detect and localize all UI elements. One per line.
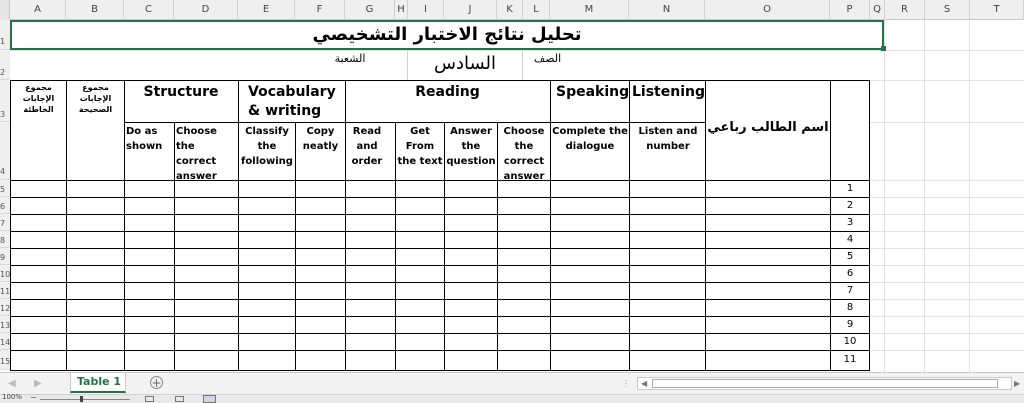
sheet-tab-table-1[interactable]	[70, 373, 126, 393]
vocabulary-writing-header: Vocabulary & writing	[248, 84, 336, 119]
student-number: 4	[846, 234, 854, 245]
student-number: 8	[846, 302, 854, 313]
row-header-3[interactable]: 3	[0, 80, 10, 122]
page-break-view-icon[interactable]	[203, 395, 216, 403]
scrollbar-right-arrow-icon[interactable]: ▶	[1014, 379, 1021, 388]
column-header-g[interactable]: G	[345, 0, 395, 20]
column-header-b[interactable]: B	[66, 0, 124, 20]
student-number: 9	[846, 319, 854, 330]
grade-value: السادس	[433, 53, 496, 74]
column-header-o[interactable]: O	[705, 0, 830, 20]
choose-correct-answer-header: Choose the correct answer	[176, 126, 217, 182]
get-from-text-header: Get From the text	[397, 126, 443, 167]
sheet-tab-bar	[0, 372, 1024, 394]
horizontal-scrollbar[interactable]	[637, 377, 1012, 390]
choose-correct-reading-header: Choose the correct answer	[503, 126, 545, 180]
column-header-k[interactable]: K	[497, 0, 523, 20]
student-number: 1	[846, 183, 854, 194]
student-number: 7	[846, 285, 854, 296]
listening-header: Listening	[632, 84, 705, 100]
zoom-slider[interactable]	[40, 399, 130, 400]
row-header-1[interactable]: 1	[0, 20, 10, 50]
speaking-header: Speaking	[556, 84, 630, 100]
student-number: 2	[846, 200, 854, 211]
tab-split-handle[interactable]: ⋮	[622, 379, 630, 388]
column-header-a[interactable]: A	[10, 0, 66, 20]
row-header-11[interactable]: 11	[0, 282, 10, 299]
zoom-slider-thumb[interactable]	[80, 396, 83, 402]
do-as-shown-header: Do as shown	[126, 126, 163, 152]
read-and-order-header: Read and order	[351, 126, 383, 167]
scrollbar-left-arrow-icon[interactable]: ◀	[641, 379, 648, 388]
row-header-12[interactable]: 12	[0, 299, 10, 316]
column-header-q[interactable]: Q	[870, 0, 885, 20]
reading-header: Reading	[415, 84, 480, 100]
answer-question-header: Answer the question	[446, 126, 496, 167]
student-name-header: اسم الطالب رباعي	[707, 120, 829, 135]
column-header-l[interactable]: L	[523, 0, 550, 20]
student-number: 5	[846, 251, 854, 262]
row-header-8[interactable]: 8	[0, 231, 10, 248]
column-header-s[interactable]: S	[925, 0, 970, 20]
student-number: 11	[843, 354, 857, 365]
listen-and-number-header: Listen and number	[638, 126, 698, 152]
column-header-bar	[0, 0, 1024, 20]
row-header-6[interactable]: 6	[0, 197, 10, 214]
column-header-f[interactable]: F	[295, 0, 345, 20]
student-number: 6	[846, 268, 854, 279]
column-header-m[interactable]: M	[550, 0, 629, 20]
column-header-d[interactable]: D	[174, 0, 238, 20]
column-header-r[interactable]: R	[885, 0, 925, 20]
sheet-tab-label: Table 1	[76, 375, 122, 388]
complete-dialogue-header: Complete the dialogue	[552, 126, 628, 152]
classify-following-header: Classify the following	[241, 126, 293, 167]
column-header-j[interactable]: J	[444, 0, 497, 20]
column-header-h[interactable]: H	[395, 0, 408, 20]
zoom-out-icon[interactable]: −	[30, 393, 37, 402]
wrong-answers-total-header: مجموع الإجابات الخاطئة	[22, 83, 55, 114]
right-answers-total-header: مجموع الإجابات الصحيحة	[78, 83, 113, 114]
page-title: تحليل نتائج الاختبار التشخيصي	[312, 24, 582, 45]
column-header-n[interactable]: N	[629, 0, 705, 20]
normal-view-icon[interactable]	[145, 396, 154, 402]
select-all-corner[interactable]	[0, 0, 10, 20]
structure-header: Structure	[143, 84, 219, 100]
column-header-e[interactable]: E	[238, 0, 295, 20]
row-header-7[interactable]: 7	[0, 214, 10, 231]
row-header-15[interactable]: 15	[0, 350, 10, 370]
row-header-13[interactable]: 13	[0, 316, 10, 333]
row-header-2[interactable]: 2	[0, 50, 10, 80]
student-number: 10	[843, 336, 857, 347]
zoom-level[interactable]: 100%	[2, 393, 23, 401]
scrollbar-thumb[interactable]	[652, 379, 998, 388]
row-header-9[interactable]: 9	[0, 248, 10, 265]
column-header-i[interactable]: I	[408, 0, 444, 20]
column-header-t[interactable]: T	[970, 0, 1024, 20]
page-layout-view-icon[interactable]	[175, 396, 184, 402]
status-bar	[0, 394, 1024, 403]
scroll-right-icon[interactable]: ▶	[34, 378, 42, 389]
row-header-4[interactable]: 4	[0, 122, 10, 180]
grade-label: الصف	[533, 52, 562, 65]
row-header-10[interactable]: 10	[0, 265, 10, 282]
column-header-p[interactable]: P	[830, 0, 870, 20]
scroll-left-icon[interactable]: ◀	[8, 378, 16, 389]
row-header-5[interactable]: 5	[0, 180, 10, 197]
section-label: الشعبة	[334, 52, 366, 65]
student-number: 3	[846, 217, 854, 228]
row-header-14[interactable]: 14	[0, 333, 10, 350]
plus-circle-icon[interactable]: +	[151, 376, 162, 390]
copy-neatly-header: Copy neatly	[302, 126, 339, 152]
column-header-c[interactable]: C	[124, 0, 174, 20]
